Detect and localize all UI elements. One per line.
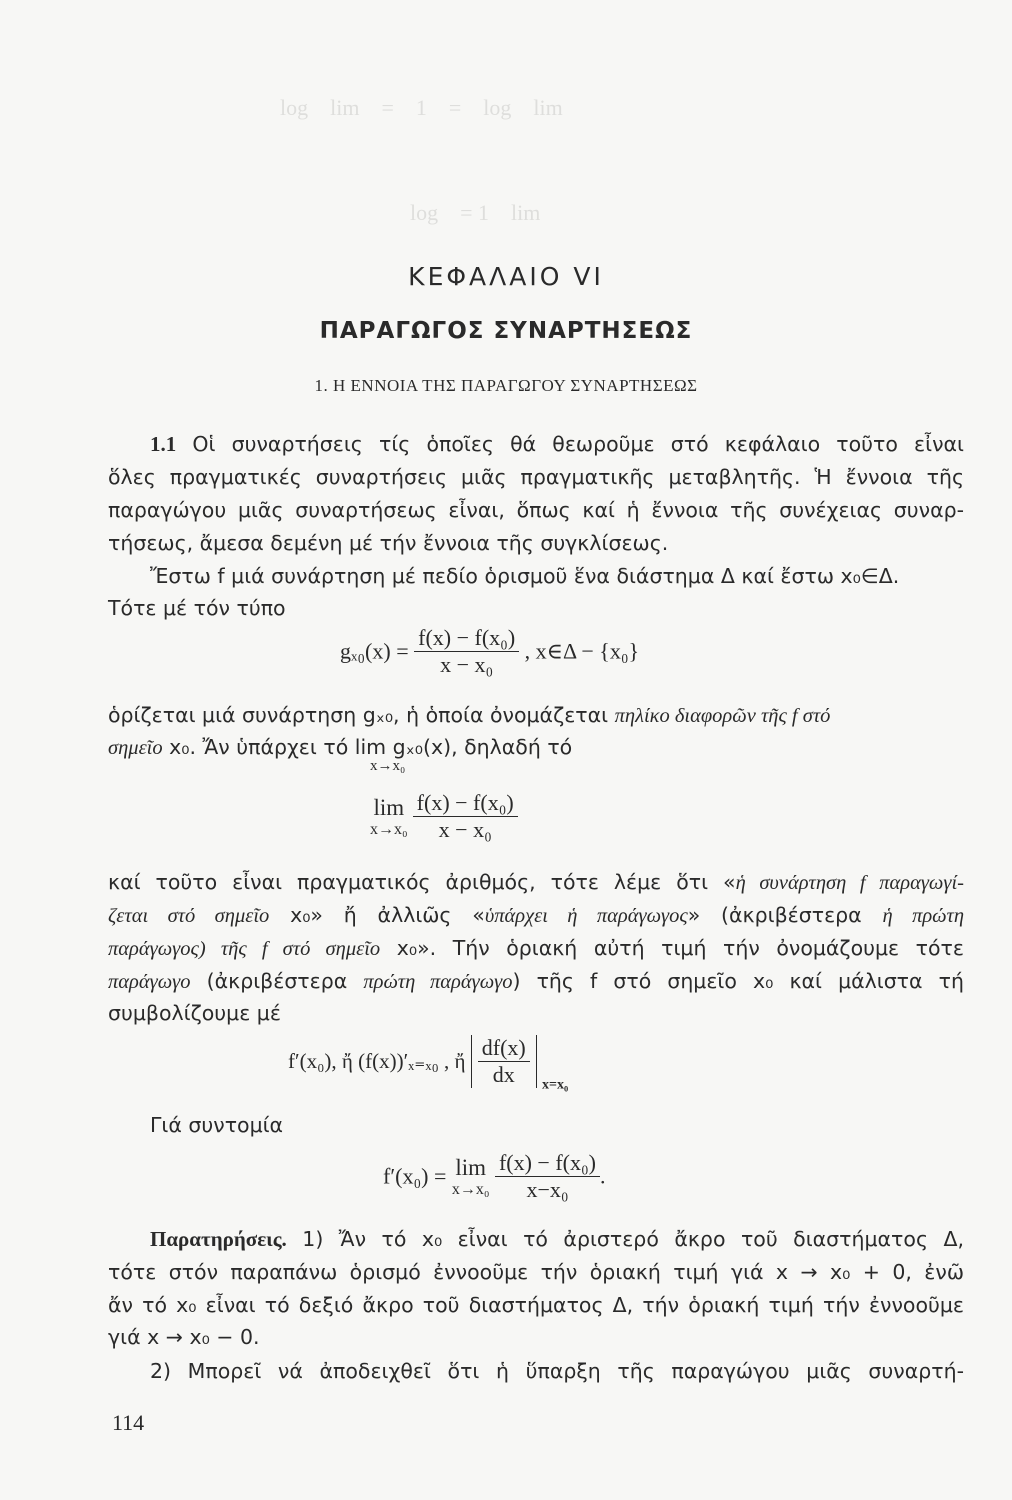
eq4-fraction: $\frac{\text{f(x) − f(x₀)}}{\text{x−x₀}}$ — [495, 1150, 600, 1203]
equation-difference-quotient — [340, 625, 639, 678]
chapter-heading: ΚΕΦΑΛΑΙΟ VI — [408, 262, 604, 291]
equation-limit — [370, 790, 518, 843]
eq3-fraction: $\frac{df(x)}{dx}$ — [478, 1035, 530, 1088]
equation-derivative-notation — [288, 1035, 568, 1093]
eq3-subscript: x=x₀ — [542, 1077, 569, 1093]
remarks-heading: Παρατηρήσεις. — [150, 1227, 287, 1251]
paragraph-4-line-1: καί τοῦτο εἶναι πραγματικός ἀριθμός, τότε λέμε ὅτι «ἡ συνάρτηση f παραγωγί- — [108, 870, 964, 894]
eq3-text: f′(x₀), ἤ (f(x))′ₓ₌ₓ₀ , ἤ — [288, 1049, 466, 1073]
eq4-lim: lim x→x₀ — [451, 1154, 490, 1198]
remarks-line-1: Παρατηρήσεις. 1) Ἄν τό x₀ εἶναι τό ἀριστερό ἄκρο τοῦ διαστήματος Δ, — [150, 1227, 964, 1251]
eq2-fraction: $\frac{\text{f(x) − f(x₀)}}{\text{x − x₀}}$ — [413, 790, 518, 843]
eq4-lhs: f′(x₀) = — [383, 1163, 447, 1189]
eq3-bracket — [471, 1035, 537, 1088]
paragraph-1-line-4: τήσεως, ἄμεσα δεμένη μέ τήν ἔννοια τῆς συγκλίσεως. — [108, 531, 669, 555]
paragraph-5: Γιά συντομία — [150, 1113, 284, 1137]
paragraph-1-line-3: παραγώγου μιᾶς συναρτήσεως εἶναι, ὅπως καί ἡ ἔννοια τῆς συνέχειας συναρ- — [108, 498, 964, 522]
eq2-lim: lim x→x₀ — [370, 794, 408, 838]
section-number: 1.1 — [150, 432, 177, 456]
remarks-line-2: τότε στόν παραπάνω ὁρισμό ἐννοοῦμε τήν ὁριακή τιμή γιά x → x₀ + 0, ἐνῶ — [108, 1260, 964, 1284]
section-heading: 1. Η ΕΝΝΟΙΑ ΤΗΣ ΠΑΡΑΓΩΓΟΥ ΣΥΝΑΡΤΗΣΕΩΣ — [314, 376, 698, 395]
paragraph-3-line-1: ὁρίζεται μιά συνάρτηση gₓ₀, ἡ ὁποία ὀνομάζεται πηλίκο διαφορῶν τῆς f στό — [108, 703, 831, 727]
eq1-lhs: gₓ₀(x) = — [340, 638, 409, 664]
paragraph-4-line-2: ζεται στό σημεῖο x₀» ἤ ἀλλιῶς «ὑπάρχει ἡ παράγωγος» (ἀκριβέστερα ἡ πρώτη — [108, 903, 964, 927]
paragraph-1-line-2: ὅλες πραγματικές συναρτήσεις μιᾶς πραγματικῆς μεταβλητῆς. Ἡ ἔννοια τῆς — [108, 465, 964, 489]
equation-derivative-definition: f′(x₀) = lim x→x₀ $\frac{\text{f(x) − f(x₀)}}{\text{x−x₀}}$ . — [383, 1150, 606, 1202]
paragraph-4-line-4: παράγωγο (ἀκριβέστερα πρώτη παράγωγο) τῆς f στό σημεῖο x₀ καί μάλιστα τή — [108, 969, 964, 993]
bleed-through-top: log lim = 1 = log lim — [280, 95, 563, 120]
paragraph-1-line-1: 1.1 Οἱ συναρτήσεις τίς ὁποῖες θά θεωροῦμε στό κεφάλαιο τοῦτο εἶναι — [150, 432, 964, 456]
eq1-fraction: $\frac{\text{f(x) − f(x₀)}}{\text{x − x₀}}$ — [414, 625, 519, 678]
eq1-rhs: , x∈Δ − {x₀} — [524, 638, 640, 664]
bleed-through-top-2: log = 1 lim — [410, 200, 541, 225]
remarks-line-3: ἄν τό x₀ εἶναι τό δεξιό ἄκρο τοῦ διαστήματος Δ, τήν ὁριακή τιμή τήν ἐννοοῦμε — [108, 1293, 964, 1317]
paragraph-2-line-1: Ἔστω f μιά συνάρτηση μέ πεδίο ὁρισμοῦ ἕνα διάστημα Δ καί ἔστω x₀∈Δ. — [150, 564, 900, 588]
paragraph-2-line-2: Τότε μέ τόν τύπο — [108, 596, 286, 620]
paragraph-3-line-2: σημεῖο x₀. Ἄν ὑπάρχει τό lim gₓ₀(x), δηλαδή τό — [108, 735, 573, 759]
paragraph-4-line-5: συμβολίζουμε μέ — [108, 1001, 281, 1025]
paragraph-3-lim-subscript: x→x₀ — [370, 758, 406, 774]
chapter-title: ΠΑΡΑΓΩΓΟΣ ΣΥΝΑΡΤΗΣΕΩΣ — [319, 318, 693, 344]
page-number: 114 — [112, 1410, 145, 1435]
remarks-line-4: γιά x → x₀ − 0. — [108, 1325, 260, 1349]
paragraph-4-line-3: παράγωγος) τῆς f στό σημεῖο x₀». Τήν ὁριακή αὐτή τιμή τήν ὀνομάζουμε τότε — [108, 936, 964, 960]
remarks-line-5: 2) Μπορεῖ νά ἀποδειχθεῖ ὅτι ἡ ὕπαρξη τῆς παραγώγου μιᾶς συναρτή- — [150, 1359, 964, 1383]
